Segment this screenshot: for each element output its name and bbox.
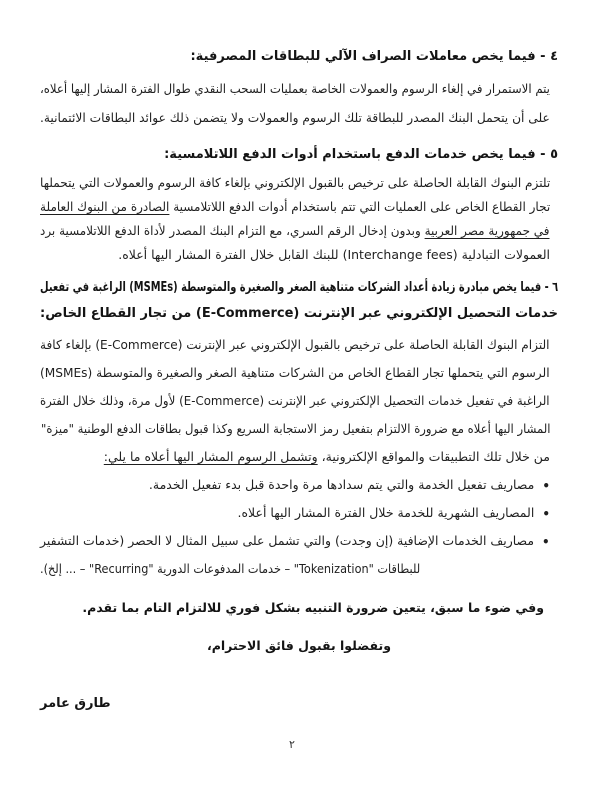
bullet-item — [40, 471, 550, 499]
section-5-line — [40, 219, 550, 243]
underlined-phrase: في جمهورية مصر العربية — [425, 223, 550, 238]
line-text: وبدون إدخال الرقم السري، مع التزام البنك المصدر لأداة الدفع اللاتلامسية برد — [40, 223, 426, 238]
bullet-text: مصاريف الخدمات الإضافية (إن وجدت) والتي تشمل على سبيل المثال لا الحصر (خدمات التشفير — [40, 533, 535, 548]
bullet-text: مصاريف تفعيل الخدمة والتي يتم سدادها مرة واحدة قبل بدء تفعيل الخدمة. — [148, 477, 535, 492]
bullet-icon: • — [542, 534, 550, 549]
bullet-item — [40, 499, 550, 527]
closing-statement: وفي ضوء ما سبق، يتعين ضرورة التنبيه بشكل فوري للالتزام التام بما تقدم. — [82, 600, 544, 615]
bullet-item-continued: للبطاقات "Tokenization" – خدمات المدفوعات الدورية "Recurring" – ... إلخ). — [39, 561, 420, 576]
section-5-heading: ٥ - فيما يخص خدمات الدفع باستخدام أدوات الدفع اللاتلامسية: — [164, 147, 558, 162]
section-6-line — [40, 443, 550, 471]
line-text: تجار القطاع الخاص على العمليات التي تتم باستخدام أدوات الدفع اللاتلامسية — [169, 199, 550, 214]
bullet-icon: • — [542, 478, 550, 493]
bullet-icon: • — [542, 506, 550, 521]
section-6-line: الراغبة في تفعيل خدمات التحصيل الإلكتروني عبر الإنترنت (E-Commerce) لأول مرة، وذلك خلال الفترة — [40, 393, 550, 408]
section-4-heading: ٤ - فيما يخص معاملات الصراف الآلي للبطاقات المصرفية: — [190, 49, 558, 64]
section-6-heading-continued: خدمات التحصيل الإلكتروني عبر الإنترنت (E-Commerce) من تجار القطاع الخاص: — [40, 306, 558, 321]
section-6-line: الرسوم التي يتحملها تجار القطاع الخاص من الشركات متناهية الصغر والصغيرة والمتوسطة (MSMEs) — [40, 365, 550, 380]
section-6-line: التزام البنوك القابلة الحاصلة على ترخيص بالقبول الإلكتروني عبر الإنترنت (E-Commerce) بإلغاء كافة — [40, 337, 550, 352]
page-number: ٢ — [289, 738, 295, 751]
underlined-phrase: الصادرة من البنوك العاملة — [39, 199, 170, 214]
section-6-line: المشار اليها أعلاه مع ضرورة الالتزام بتفعيل رمز الاستجابة السريع وكذا قبول بطاقات الدفع الوطنية "ميزة" — [40, 421, 550, 436]
bullet-item — [40, 527, 550, 555]
section-4-line: يتم الاستمرار في إلغاء الرسوم والعمولات الخاصة بعمليات السحب النقدي طوال الفترة المشار إليها أعلاه، — [40, 81, 550, 96]
section-4-line: على أن يتحمل البنك المصدر للبطاقة تلك الرسوم والعمولات ولا يتضمن ذلك عوائد البطاقات الائتمانية. — [40, 110, 550, 125]
underlined-phrase: وتشمل الرسوم المشار اليها أعلاه ما يلي: — [103, 449, 318, 464]
section-5-line — [40, 195, 550, 219]
section-5-line: العمولات التبادلية (Interchange fees) للبنك القابل خلال الفترة المشار اليها أعلاه. — [118, 247, 550, 262]
line-text: من خلال تلك التطبيقات والمواقع الإلكترونية، — [317, 449, 550, 464]
bullet-text: المصاريف الشهرية للخدمة خلال الفترة المشار اليها أعلاه. — [237, 505, 535, 520]
section-6-heading: ٦ - فيما يخص مبادرة زيادة أعداد الشركات متناهية الصغر والصغيرة والمتوسطة (MSMEs) الراغبة في تفعيل — [39, 280, 558, 295]
signature: طارق عامر — [40, 696, 111, 711]
section-5-line: تلتزم البنوك القابلة الحاصلة على ترخيص بالقبول الإلكتروني بإلغاء كافة الرسوم والعمولات التي يتحملها — [39, 175, 550, 190]
regards-line: وتفضلوا بقبول فائق الاحترام، — [206, 638, 392, 653]
